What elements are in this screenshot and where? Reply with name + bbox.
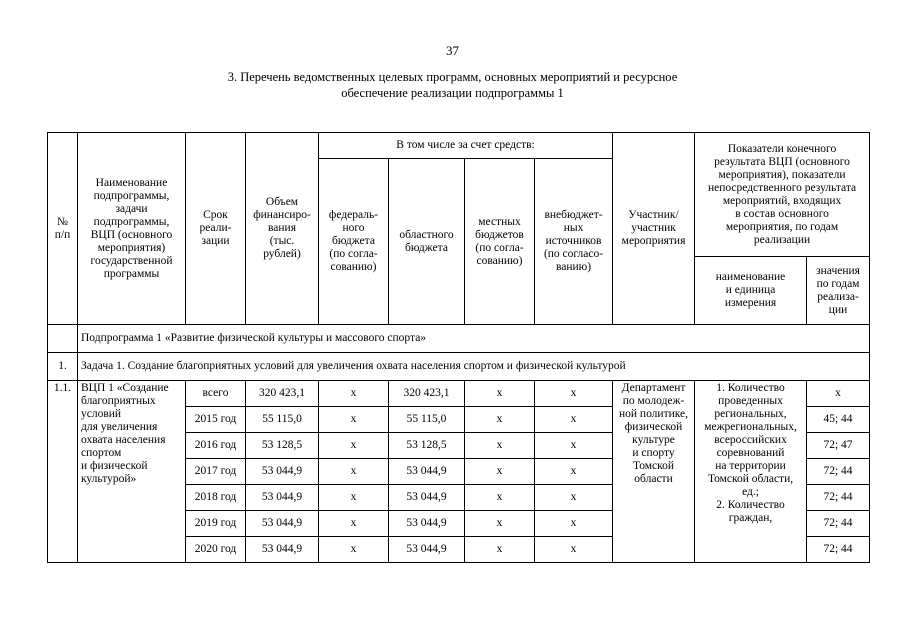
row-value: 72; 44 [807, 459, 870, 485]
row-term: 2017 год [186, 459, 246, 485]
row-local: x [465, 381, 535, 407]
row-extra: x [535, 381, 613, 407]
row-term: 2019 год [186, 511, 246, 537]
row-regional: 53 128,5 [389, 433, 465, 459]
row-local: x [465, 537, 535, 563]
row-regional: 53 044,9 [389, 485, 465, 511]
header-name: Наименование подпрограммы, задачи подпрограммы, ВЦП (основного мероприятия) государственной программы [78, 133, 186, 325]
header-regional: областного бюджета [389, 159, 465, 325]
header-indicators: Показатели конечного результата ВЦП (основного мероприятия), показатели непосредственного результата мероприятий, входящих в состав основного мероприятия, по годам реализации [695, 133, 870, 257]
row-federal: x [319, 537, 389, 563]
row-local: x [465, 433, 535, 459]
vcp-indicator-name: 1. Количество проведенных региональных, межрегиональных, всероссийских соревнований на территории Томской области, ед.; 2. Количество граждан, [695, 381, 807, 563]
document-title [150, 69, 755, 101]
row-term: 2016 год [186, 433, 246, 459]
row-federal: x [319, 381, 389, 407]
row-term: всего [186, 381, 246, 407]
row-federal: x [319, 459, 389, 485]
page-number: 37 [446, 43, 459, 58]
header-local: местных бюджетов (по согла- сованию) [465, 159, 535, 325]
row-local: x [465, 511, 535, 537]
task-row [48, 353, 870, 381]
row-extra: x [535, 433, 613, 459]
row-value: 45; 44 [807, 407, 870, 433]
title-line-1: 3. Перечень ведомственных целевых программ, основных мероприятий и ресурсное [227, 70, 678, 84]
row-value: 72; 44 [807, 485, 870, 511]
program-table [47, 132, 870, 563]
row-federal: x [319, 433, 389, 459]
vcp-name: ВЦП 1 «Создание благоприятных условий для увеличения охвата населения спортом и физической культурой» [78, 381, 186, 563]
header-row-1 [48, 133, 870, 159]
row-regional: 53 044,9 [389, 459, 465, 485]
header-num: № п/п [48, 133, 78, 325]
header-extra: внебюджет- ных источников (по согласо- ванию) [535, 159, 613, 325]
task-num: 1. [48, 353, 78, 381]
row-value: 72; 44 [807, 511, 870, 537]
row-local: x [465, 407, 535, 433]
header-term: Срок реали- зации [186, 133, 246, 325]
task-title: Задача 1. Создание благоприятных условий для увеличения охвата населения спортом и физической культурой [78, 353, 870, 381]
header-volume: Объем финансиро- вания (тыс. рублей) [246, 133, 319, 325]
row-volume: 53 044,9 [246, 511, 319, 537]
vcp-participant: Департамент по молодеж- ной политике, физической культуре и спорту Томской области [613, 381, 695, 563]
header-indicator-name: наименование и единица измерения [695, 257, 807, 325]
subprogram-row [48, 325, 870, 353]
row-volume: 55 115,0 [246, 407, 319, 433]
row-federal: x [319, 485, 389, 511]
subprogram-title: Подпрограмма 1 «Развитие физической культуры и массового спорта» [78, 325, 870, 353]
row-regional: 320 423,1 [389, 381, 465, 407]
header-indicator-values: значения по годам реализа- ции [807, 257, 870, 325]
vcp-num: 1.1. [48, 381, 78, 563]
row-local: x [465, 459, 535, 485]
row-extra: x [535, 537, 613, 563]
row-extra: x [535, 407, 613, 433]
row-volume: 53 128,5 [246, 433, 319, 459]
row-term: 2015 год [186, 407, 246, 433]
row-extra: x [535, 459, 613, 485]
row-extra: x [535, 511, 613, 537]
row-extra: x [535, 485, 613, 511]
row-term: 2020 год [186, 537, 246, 563]
row-value: x [807, 381, 870, 407]
header-participant: Участник/ участник мероприятия [613, 133, 695, 325]
row-federal: x [319, 407, 389, 433]
row-volume: 53 044,9 [246, 459, 319, 485]
header-federal: федераль- ного бюджета (по согла- сованию) [319, 159, 389, 325]
row-federal: x [319, 511, 389, 537]
row-term: 2018 год [186, 485, 246, 511]
row-regional: 53 044,9 [389, 537, 465, 563]
header-including: В том числе за счет средств: [319, 133, 613, 159]
title-line-2: обеспечение реализации подпрограммы 1 [341, 86, 564, 100]
row-volume: 53 044,9 [246, 485, 319, 511]
row-value: 72; 47 [807, 433, 870, 459]
row-volume: 53 044,9 [246, 537, 319, 563]
row-regional: 53 044,9 [389, 511, 465, 537]
row-volume: 320 423,1 [246, 381, 319, 407]
row-value: 72; 44 [807, 537, 870, 563]
table-row [48, 381, 870, 407]
subprogram-num [48, 325, 78, 353]
row-local: x [465, 485, 535, 511]
row-regional: 55 115,0 [389, 407, 465, 433]
